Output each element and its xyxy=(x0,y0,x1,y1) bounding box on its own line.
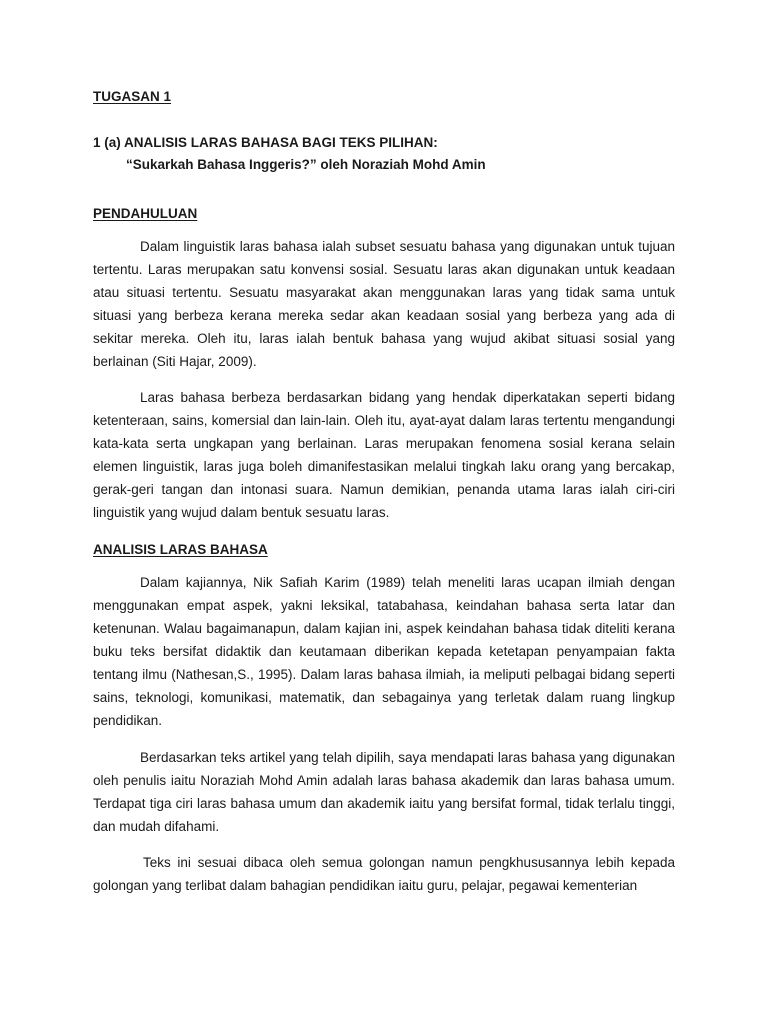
paragraph: Berdasarkan teks artikel yang telah dipilih, saya mendapati laras bahasa yang digunakan oleh penulis iaitu Noraziah Mohd Amin adalah laras bahasa akademik dan laras bahasa umum. Terdapat tiga ciri laras bahasa umum dan akademik iaitu yang bersifat formal, tidak terlalu tinggi, dan mudah difahami. xyxy=(93,750,675,834)
question-subtitle: “Sukarkah Bahasa Inggeris?” oleh Noraziah Mohd Amin xyxy=(126,157,486,172)
section-heading-pendahuluan: PENDAHULUAN xyxy=(93,206,198,221)
paragraph: Teks ini sesuai dibaca oleh semua golongan namun pengkhususannya lebih kepada golongan yang terlibat dalam bahagian pendidikan iaitu guru, pelajar, pegawai kementerian xyxy=(93,855,675,893)
paragraph: Laras bahasa berbeza berdasarkan bidang yang hendak diperkatakan seperti bidang ketenteraan, sains, komersial dan lain-lain. Oleh itu, ayat-ayat dalam laras tertentu mengandungi kata-kata serta ungkapan yang berlainan. Laras merupakan fenomena sosial kerana selain elemen linguistik, laras juga boleh dimanifestasikan melalui tingkah laku orang yang bercakap, gerak-geri tangan dan intonasi suara. Namun demikian, penanda utama laras ialah ciri-ciri linguistik yang wujud dalam bentuk sesuatu laras. xyxy=(93,390,675,520)
question-heading: 1 (a) ANALISIS LARAS BAHASA BAGI TEKS PILIHAN: xyxy=(93,135,438,150)
section-heading-analisis: ANALISIS LARAS BAHASA xyxy=(93,542,268,557)
paragraph: Dalam linguistik laras bahasa ialah subset sesuatu bahasa yang digunakan untuk tujuan tertentu. Laras merupakan satu konvensi sosial. Sesuatu laras akan digunakan untuk keadaan atau situasi tertentu. Sesuatu masyarakat akan menggunakan laras yang tidak sama untuk situasi yang berbeza kerana mereka sedar akan keadaan sosial yang berbeza yang ada di sekitar mereka. Oleh itu, laras ialah bentuk bahasa yang wujud akibat situasi sosial yang berlainan (Siti Hajar, 2009). xyxy=(93,239,675,369)
assignment-title: TUGASAN 1 xyxy=(93,89,172,104)
paragraph: Dalam kajiannya, Nik Safiah Karim (1989) telah meneliti laras ucapan ilmiah dengan menggunakan empat aspek, yakni leksikal, tatabahasa, keindahan bahasa serta latar dan ketenunan. Walau bagaimanapun, dalam kajian ini, aspek keindahan bahasa tidak diteliti kerana buku teks bersifat didaktik dan keutamaan diberikan kepada ketetapan penyampaian fakta tentang ilmu (Nathesan,S., 1995). Dalam laras bahasa ilmiah, ia meliputi pelbagai bidang seperti sains, teknologi, komunikasi, matematik, dan sebagainya yang terletak dalam ruang lingkup pendidikan. xyxy=(93,575,675,728)
